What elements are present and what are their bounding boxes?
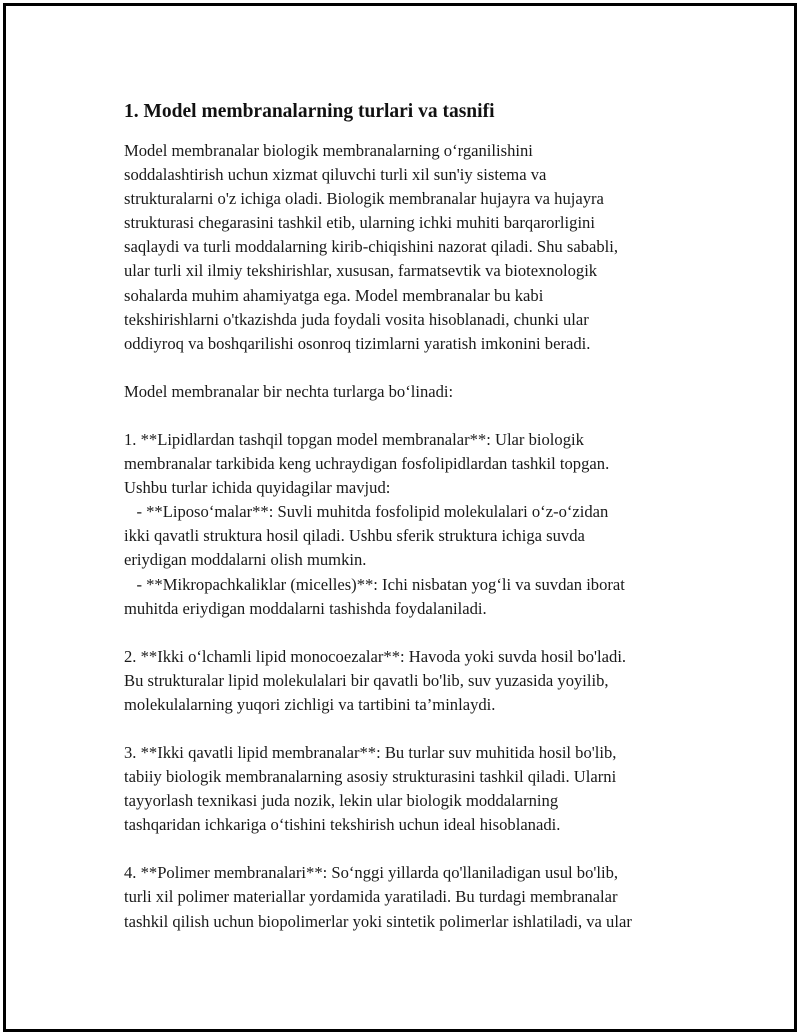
list-item-polymer-membranes: 4. **Polimer membranalari**: So‘nggi yillarda qo'llaniladigan usul bo'lib, turli xil polimer materiallar yordamida yaratiladi. Bu turdagi membranalar tashkil qilish uchun biopolimerlar yoki sintetik polimerlar ishlatiladi, va ular	[124, 863, 632, 931]
section-heading: 1. Model membranalarning turlari va tasnifi	[124, 101, 495, 122]
intro-paragraph: Model membranalar biologik membranalarning o‘rganilishini soddalashtirish uchun xizmat qiluvchi turli xil sun'iy sistema va strukturalarni o'z ichiga oladi. Biologik membranalar hujayra va hujayra strukturasi chegarasini tashkil etib, ularning ichki muhiti barqarorligini saqlaydi va turli moddalarning kirib-chiqishini nazorat qiladi. Shu sababli, ular turli xil ilmiy tekshirishlar, xususan, farmatsevtik va biotexnologik sohalarda muhim ahamiyatga ega. Model membranalar bu kabi tekshirishlarni o'tkazishda juda foydali vosita hisoblanadi, chunki ular oddiyroq va boshqarilishi osonroq tizimlarni yaratish imkonini beradi.	[124, 141, 619, 353]
list-item-lipid-membranes: 1. **Lipidlardan tashqil topgan model membranalar**: Ular biologik membranalar tarkibida keng uchraydigan fosfolipidlardan tashkil topgan. Ushbu turlar ichida quyidagilar mavjud: - **Liposo‘malar**: Suvli muhitda fosfolipid molekulalari o‘z-o‘zidan ikki qavatli struktura hosil qiladi. Ushbu sferik struktura ichiga suvda eriydigan moddalarni olish mumkin. - **Mikropachkaliklar (micelles)**: Ichi nisbatan yog‘li va suvdan iborat muhitda eriydigan moddalarni tashishda foydalaniladi.	[124, 429, 625, 618]
types-intro-paragraph: Model membranalar bir nechta turlarga bo‘linadi:	[124, 381, 454, 401]
document-body	[124, 100, 724, 934]
list-item-bilayer-membranes: 3. **Ikki qavatli lipid membranalar**: Bu turlar suv muhitida hosil bo'lib, tabiiy biologik membranalarning asosiy strukturasini tashkil qiladi. Ularni tayyorlash texnikasi juda nozik, lekin ular biologik moddalarning tashqaridan ichkariga o‘tishini tekshirish uchun ideal hisoblanadi.	[124, 742, 617, 835]
list-item-monolayers: 2. **Ikki o‘lchamli lipid monocoezalar**: Havoda yoki suvda hosil bo'ladi. Bu strukturalar lipid molekulalari bir qavatli bo'lib, suv yuzasida yoyilib, molekulalarning yuqori zichligi va tartibini ta’minlaydi.	[124, 646, 627, 714]
page-frame	[3, 3, 797, 1032]
